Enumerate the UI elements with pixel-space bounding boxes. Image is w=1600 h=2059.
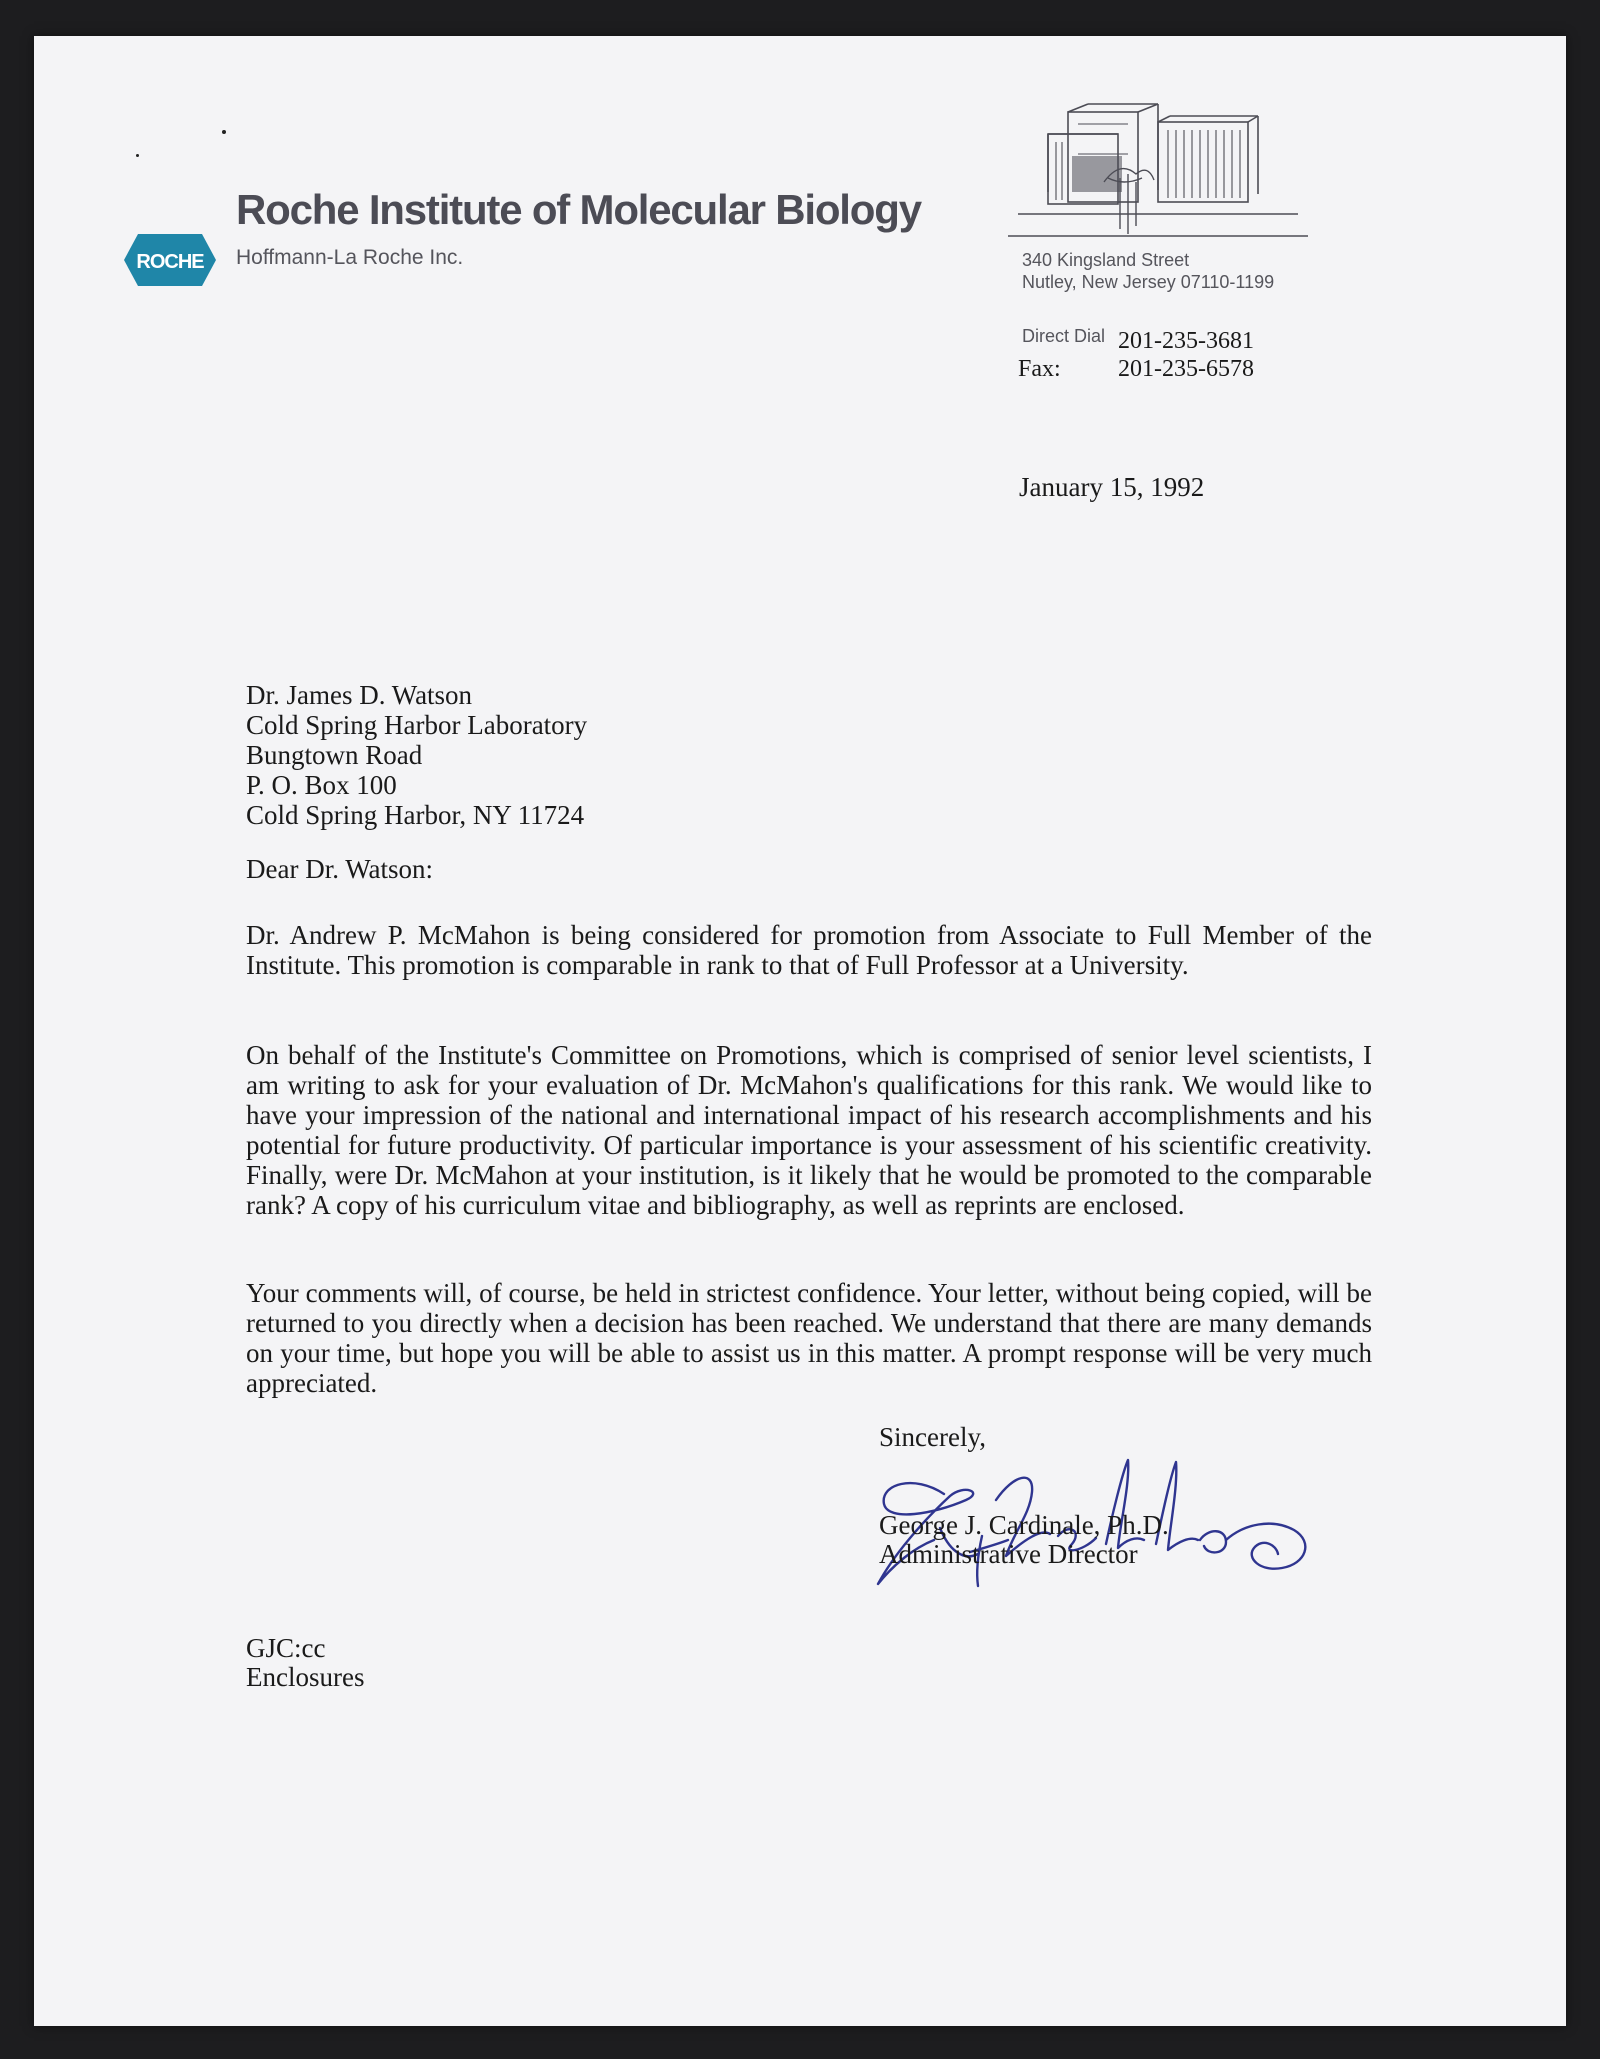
svg-text:ROCHE: ROCHE xyxy=(136,251,204,273)
company-name: Hoffmann-La Roche Inc. xyxy=(236,246,464,269)
letter-page xyxy=(34,36,1566,2026)
address-line-1: 340 Kingsland Street xyxy=(1022,250,1190,270)
signer-name: George J. Cardinale, Ph.D. xyxy=(879,1510,1169,1540)
signer-title: Administrative Director xyxy=(879,1539,1138,1569)
body-paragraph: Your comments will, of course, be held in strictest confidence. Your letter, without being copied, will be returned to you directly when a decision has been reached. We understand that there are many demands on your time, but hope you will be able to assist us in this matter. A prompt response will be very much appreciated. xyxy=(246,1278,1372,1398)
body-paragraph: On behalf of the Institute's Committee on Promotions, which is comprised of senior level scientists, I am writing to ask for your evaluation of Dr. McMahon's qualifications for this rank. We would like to have your impression of the national and international impact of his research accomplishments and his potential for future productivity. Of particular importance is your assessment of his scientific creativity. Finally, were Dr. McMahon at your institution, is it likely that he would be promoted to the comparable rank? A copy of his curriculum vitae and bibliography, as well as reprints are enclosed. xyxy=(246,1040,1372,1220)
enclosures-note: Enclosures xyxy=(246,1662,365,1692)
recipient-line: Cold Spring Harbor, NY 11724 xyxy=(246,800,585,830)
address-line-2: Nutley, New Jersey 07110-1199 xyxy=(1022,272,1275,292)
letter-date: January 15, 1992 xyxy=(1019,472,1205,502)
speck-mark xyxy=(222,130,226,134)
fax-number: 201-235-6578 xyxy=(1118,356,1254,382)
typist-initials: GJC:cc xyxy=(246,1633,326,1663)
body-paragraph: Dr. Andrew P. McMahon is being considered for promotion from Associate to Full Member of the Institute. This promotion is comparable in rank to that of Full Professor at a University. xyxy=(246,920,1372,980)
recipient-address xyxy=(246,680,587,830)
closing: Sincerely, xyxy=(879,1422,986,1452)
direct-dial-number: 201-235-3681 xyxy=(1118,328,1254,354)
roche-logo xyxy=(122,232,218,288)
recipient-line: Dr. James D. Watson xyxy=(246,680,473,710)
recipient-line: Bungtown Road xyxy=(246,740,423,770)
recipient-line: P. O. Box 100 xyxy=(246,770,397,800)
building-illustration xyxy=(1008,94,1308,244)
fax-label: Fax: xyxy=(1018,356,1061,382)
recipient-line: Cold Spring Harbor Laboratory xyxy=(246,710,588,740)
institute-name: Roche Institute of Molecular Biology xyxy=(236,186,921,233)
salutation: Dear Dr. Watson: xyxy=(246,854,434,884)
speck-mark xyxy=(136,154,139,157)
direct-dial-label: Direct Dial xyxy=(1022,326,1106,346)
